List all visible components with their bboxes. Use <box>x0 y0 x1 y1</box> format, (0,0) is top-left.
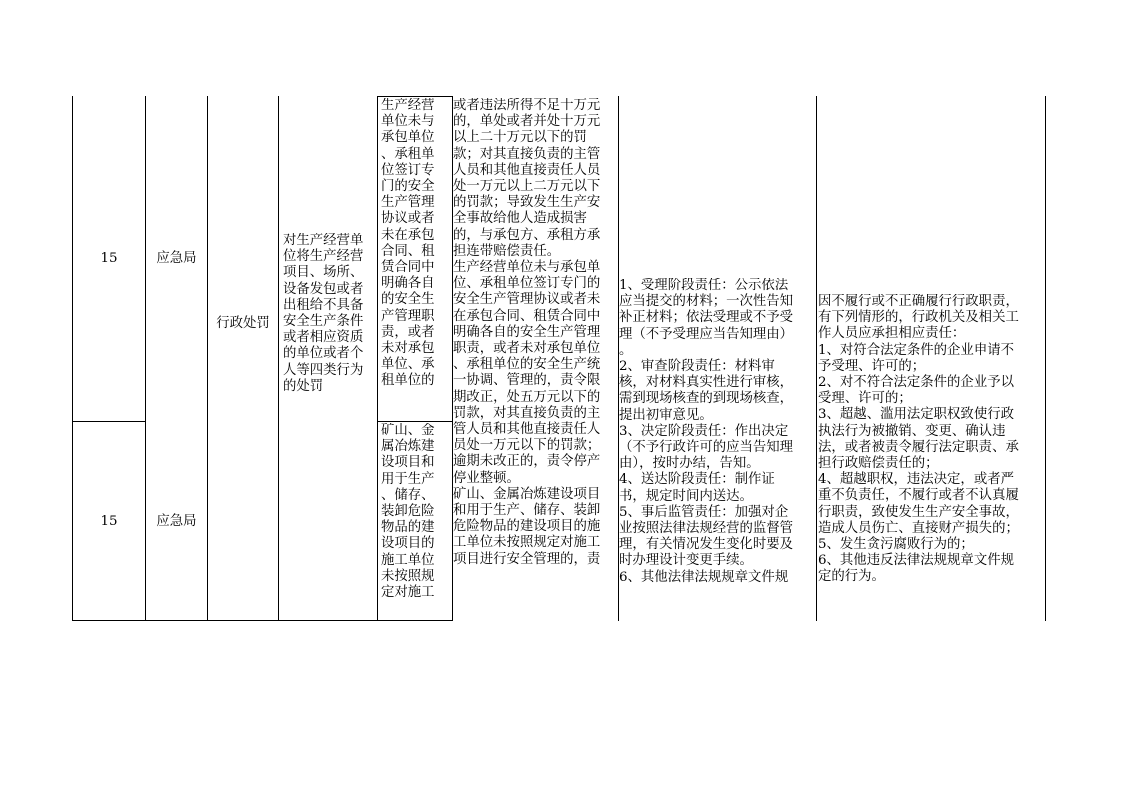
legal-basis-text: 或者违法所得不足十万元 的，单处或者并处十万元 以上二十万元以下的罚 款；对其直接负责的主管 人员和其他直接责任人员 处一万元以上二万元以下 的罚款；导致发生生产安 全事故给他人造成损害 的，与承包方、承租方承 担连带赔偿责任。 生产经营单位未与承包单 位、承租单位签订专门的 安全生产管理协议或者未 在承包合同、租赁合同中 明确各自的安全生产管理 职责，或者未对承包单位 、承租单位的安全生产统 一协调、管理的，责令限 期改正，处五万元以下的 罚款，对其直接负责的主 管人员和其他直接责任人 员处一万元以下的罚款； 逾期未改正的，责令停产 停业整顿。 矿山、金属冶炼建设项目 和用于生产、储存、装卸 危险物品的建设项目的施 工单位未按照规定对施工 项目进行安全管理的，责 <box>453 98 601 567</box>
table-border-left <box>72 96 73 621</box>
category-cell: 行政处罚 <box>216 315 270 331</box>
item-name-cell: 对生产经营单 位将生产经营 项目、场所、 设备发包或者 出租给不具备 安全生产条件 或者相应资质 的单位或者个 人等四类行为 的处罚 <box>283 233 364 394</box>
row-divider <box>72 421 146 422</box>
column-divider <box>207 96 208 621</box>
sub-item-2-text: 矿山、金 属冶炼建 设项目和 用于生产 、储存、 装卸危险 物品的建 设项目的 施工单位 未按照规 定对施工 <box>381 423 435 601</box>
row-2-seq: 15 <box>100 513 118 529</box>
responsibilities-text: 1、受理阶段责任：公示依法 应当提交的材料；一次性告知 补正材料；依法受理或不予受 理（不予受理应当告知理由） 。 2、审查阶段责任：材料审 核，对材料真实性进行审核， 需到现场核查的到现场核查， 提出初审意见。 3、决定阶段责任：作出决定 （不予行政许可的应当告知理 由），按时办结，告知。 4、送达阶段责任：制作证 书，规定时间内送达。 5、事后监管责任：加强对企 业按照法律法规经营的监督管 理，有关情况发生变化时要及 时办理设计变更手续。 6、其他法律法规规章文件规 <box>619 278 794 585</box>
row-1-department: 应急局 <box>156 250 197 266</box>
column-divider <box>145 96 146 621</box>
sub-item-1-text: 生产经营 单位未与 承包单位 、承租单 位签订专 门的安全 生产管理 协议或者 未在承包 合同、租 赁合同中 明确各自 的安全生 产管理职 责，或者 未对承包 单位、承 租单位的 <box>381 98 435 389</box>
row-1-seq: 15 <box>100 250 118 266</box>
column-divider <box>816 96 817 621</box>
row-2-department: 应急局 <box>156 513 197 529</box>
column-divider <box>278 96 279 621</box>
accountability-text: 因不履行或不正确履行行政职责， 有下列情形的，行政机关及相关工 作人员应承担相应责任： 1、对符合法定条件的企业申请不 予受理、许可的； 2、对不符合法定条件的企业予以 受理、许可的； 3、超越、滥用法定职权致使行政 执法行为被撤销、变更、确认违 法，或者被责令履行法定职责、承 担行政赔偿责任的； 4、超越职权，违法决定，或者严 重不负责任，不履行或者不认真履 行职责，致使发生生产安全事故， 造成人员伤亡、直接财产损失的； 5、发生贪污腐败行为的； 6、其他违反法律法规规章文件规 定的行为。 <box>818 294 1019 585</box>
table-border-right <box>1045 96 1046 621</box>
